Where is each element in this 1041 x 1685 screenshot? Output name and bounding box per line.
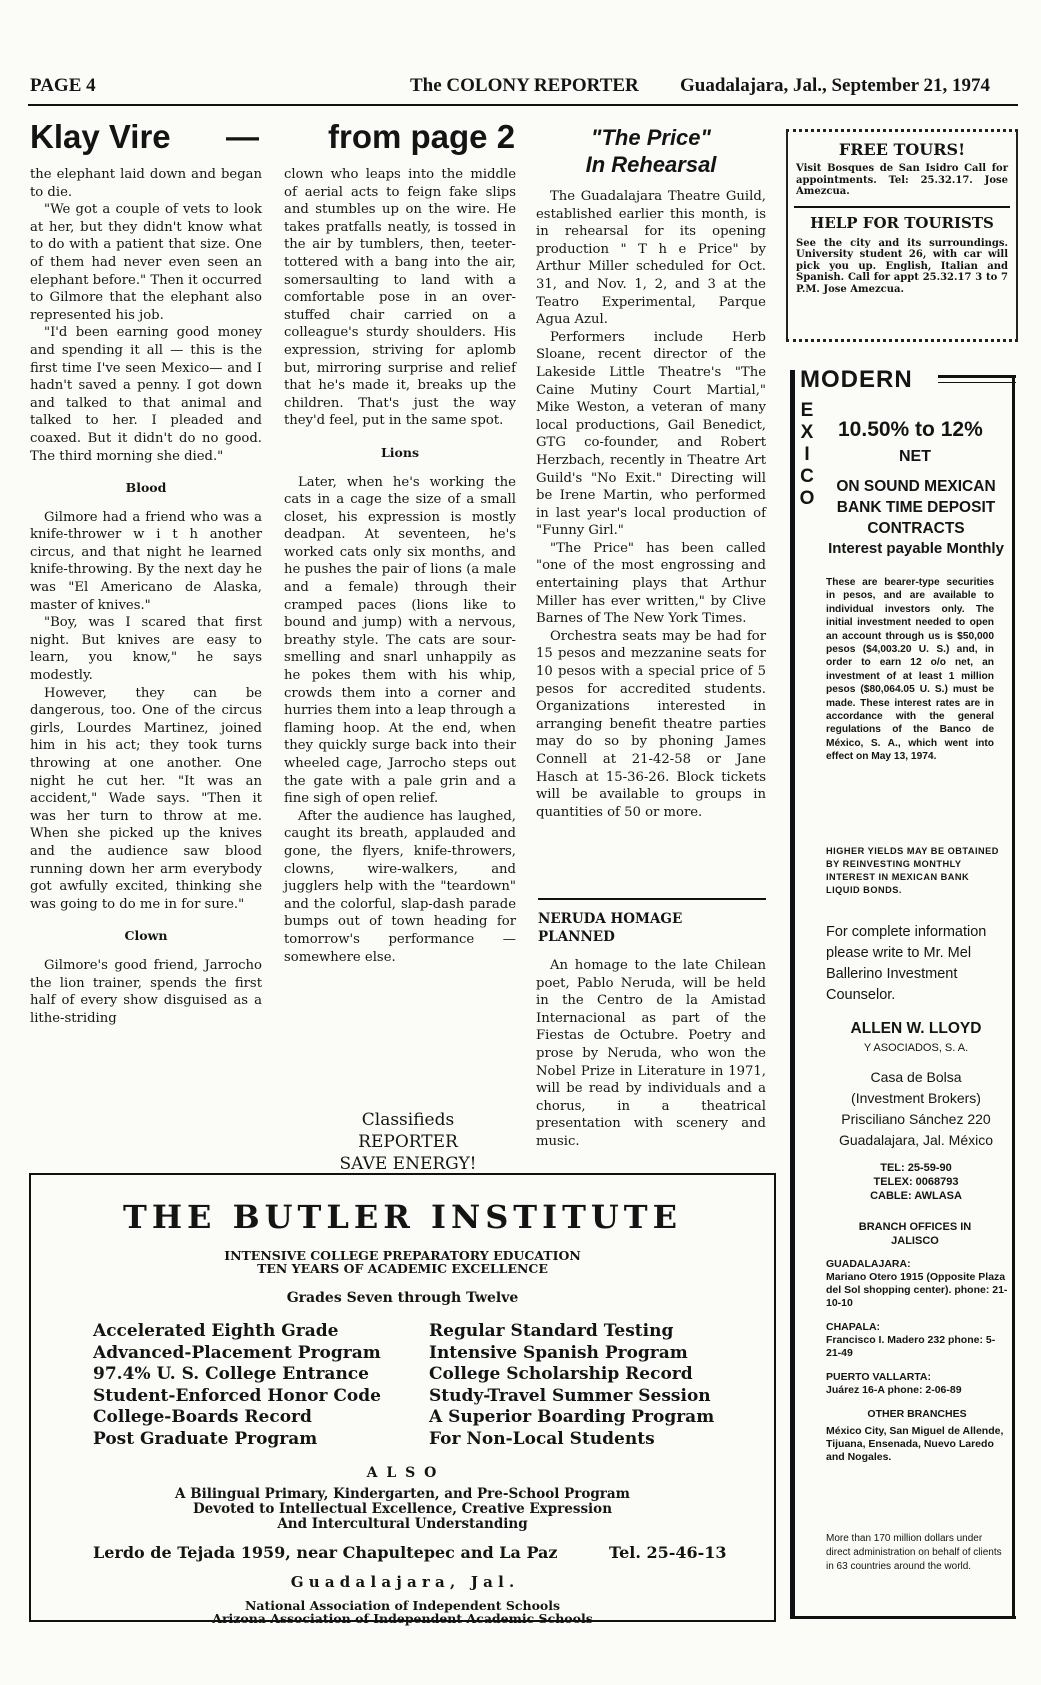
ad-terms: These are bearer-type securities in pesos, and are available to individual investors only. The initial investment needed to open an account through us is $50,000 pesos ($4,003.20 U. S.) and, in order to earn 12 o/o net, an investment of at least 1 million pesos ($80,064.05 U. S.) must be made. These interest rates are in accordance with the general regulations of the Banco de México, S. A., which went into effect on May 13, 1974. xyxy=(826,577,994,763)
paragraph: The Guadalajara Theatre Guild, established earlier this month, is in rehearsal for its opening production " T h e Price" by Arthur Miller scheduled for Oct. 31, and Nov. 1, 2, and 3 at the Teatro Experimental, Parque Agua Azul. xyxy=(536,189,766,328)
butler-item: College Scholarship Record xyxy=(429,1364,693,1384)
subhead-lions: Lions xyxy=(380,444,419,460)
paragraph: "The Price" has been called "one of the most engrossing and entertaining plays that Arthur Miller has ever written," by Clive Barnes of The New York Times. xyxy=(536,540,766,627)
ad-brand-vertical xyxy=(798,400,816,510)
ad-address-block xyxy=(820,1067,1012,1151)
help-tourists-title: HELP FOR TOURISTS xyxy=(810,213,994,232)
ad-brand-rule-thin xyxy=(938,382,1016,383)
butler-item: Post Graduate Program xyxy=(93,1428,318,1449)
free-tours-text: Visit Bosques de San Isidro Call for appointments. Tel: 25.32.17. Jose Amezcua. xyxy=(796,163,1008,197)
butler-left-list xyxy=(93,1321,381,1450)
butler-associations xyxy=(31,1599,774,1625)
ad-contact xyxy=(820,1161,1012,1203)
branch-other-text: México City, San Miguel de Allende, Tijuana, Ensenada, Nuevo Laredo and Nogales. xyxy=(826,1425,1004,1463)
paragraph: "Boy, was I scared that first night. But knives are easy to learn, you know," he says modestly. xyxy=(30,615,262,684)
ad-rate: 10.50% to 12% xyxy=(838,418,983,441)
price-headline xyxy=(536,124,766,178)
butler-grades: Grades Seven through Twelve xyxy=(286,1290,519,1306)
butler-tel: Tel. 25-46-13 xyxy=(609,1543,727,1562)
ad-addr1: Prisciliano Sánchez 220 xyxy=(841,1111,991,1127)
paragraph: Orchestra seats may be had for 15 pesos and mezzanine seats for 10 pesos with a special price of 5 pesos for accredited students. Organizations interested in arranging benefit theatre parties may do so by phoning James Connell at 21-42-58 or Jane Hasch at 15-36-26. Block tickets will be available to groups in quantities of 50 or more. xyxy=(536,628,766,820)
butler-subtitle xyxy=(31,1249,774,1275)
butler-item: Accelerated Eighth Grade xyxy=(93,1321,339,1341)
paper-name: The COLONY REPORTER xyxy=(410,75,639,96)
free-tours-title: FREE TOURS! xyxy=(838,140,966,159)
butler-sub1: INTENSIVE COLLEGE PREPARATORY EDUCATION xyxy=(224,1248,581,1263)
butler-also-1: A Bilingual Primary, Kindergarten, and Pre-School Program xyxy=(175,1486,630,1502)
paragraph: "We got a couple of vets to look at her, but they didn't know what to do with a patient that size. One of them had never even seen an elephant before." Then it occurred to Gilmore that the elephant also represented his job. xyxy=(30,202,262,323)
vertical-letter: C xyxy=(800,466,814,487)
klay-headline-left: Klay Vire xyxy=(30,118,171,155)
ad-higher: HIGHER YIELDS MAY BE OBTAINED BY REINVESTING MONTHLY INTEREST IN MEXICAN BANK LIQUID BONDS. xyxy=(826,846,999,895)
ad-write: For complete information please write to Mr. Mel Ballerino Investment Counselor. xyxy=(826,924,987,1003)
page-number: PAGE 4 xyxy=(30,75,96,96)
subhead-clown: Clown xyxy=(124,928,168,944)
ad-telex: TELEX: 0068793 xyxy=(873,1176,959,1188)
butler-item: Study-Travel Summer Session xyxy=(429,1385,711,1406)
paragraph: "I'd been earning good money and spending it all — this is the first time I've seen Mexico— and I hadn't saved a penny. I got down and talked to that animal and talked to her. I pleaded and coaxed. But it didn't do no good. The third morning she died." xyxy=(30,325,262,464)
branch-gdl-text: Mariano Otero 1915 (Opposite Plaza del Sol shopping center). phone: 21-10-10 xyxy=(826,1271,1008,1309)
butler-item: Regular Standard Testing xyxy=(429,1321,674,1341)
ad-left-bar xyxy=(790,370,795,1618)
paragraph: After the audience has laughed, caught its breath, applauded and gone, the flyers, knife-throwers, clowns, wire-walkers, and jugglers help with the "teardown" and the colorful, slap-dash parade bumps out of town heading for tomorrow's performance — somewhere else. xyxy=(284,808,516,965)
ad-firm2: Y ASOCIADOS, S. A. xyxy=(863,1042,969,1054)
ad-brand: MODERN xyxy=(800,366,913,393)
butler-address: Lerdo de Tejada 1959, near Chapultepec and La Paz xyxy=(93,1543,558,1562)
section-rule xyxy=(538,898,766,900)
help-tourists-text: See the city and its surroundings. University student 26, with car will pick you up. English, Italian and Spanish. Call for appt 25.32.17 3 to 7 P.M. Jose Amezcua. xyxy=(796,237,1008,295)
neruda-column xyxy=(536,957,766,1151)
butler-also: A L S O xyxy=(366,1465,439,1481)
branch-pv-text: Juárez 16-A phone: 2-06-89 xyxy=(826,1384,962,1396)
ad-admin: More than 170 million dollars under direct administration on behalf of clients in 63 countries around the world. xyxy=(826,1533,1002,1572)
paragraph: the elephant laid down and began to die. xyxy=(30,167,262,200)
butler-item: Advanced-Placement Program xyxy=(93,1342,381,1363)
butler-ad-box xyxy=(29,1173,776,1626)
vertical-letter: O xyxy=(799,488,815,509)
vertical-letter: I xyxy=(804,444,810,465)
classifieds-line3: SAVE ENERGY! xyxy=(339,1154,477,1174)
ad-line2: Interest payable Monthly xyxy=(828,540,1004,557)
klay-headline-right: from page 2 xyxy=(328,118,516,155)
ad-line1: ON SOUND MEXICAN BANK TIME DEPOSIT CONTRACTS xyxy=(836,478,996,537)
price-column xyxy=(536,188,766,821)
butler-item: Student-Enforced Honor Code xyxy=(93,1385,381,1406)
price-headline-2: In Rehearsal xyxy=(585,152,717,177)
ad-branch-title: BRANCH OFFICES IN JALISCO xyxy=(858,1221,972,1247)
butler-item: For Non-Local Students xyxy=(429,1428,655,1449)
ad-tel: TEL: 25-59-90 xyxy=(880,1162,952,1174)
butler-title: THE BUTLER INSTITUTE xyxy=(123,1198,682,1236)
branch-chapala-title: CHAPALA: xyxy=(826,1321,881,1333)
price-headline-1: "The Price" xyxy=(591,125,711,150)
klay-column-2 xyxy=(284,166,516,966)
paragraph: An homage to the late Chilean poet, Pablo Neruda, will be held in the Centro de la Amistad Internacional as part of the Fiestas de Octubre. Poetry and prose by Neruda, who won the Nobel Prize in Literature in 1971, will be read by individuals and a chorus, in a theatrical presentation with scenery and music. xyxy=(536,958,766,1149)
butler-also-3: And Intercultural Understanding xyxy=(277,1516,528,1532)
butler-city: G u a d a l a j a r a , J a l . xyxy=(290,1573,515,1591)
paragraph: clown who leaps into the middle of aerial acts to feign fake slips and stumbles up on the wire. He takes pratfalls neatly, is tossed in the air by tumblers, then, teeter-tottered with a bang into the air, somersaulting to land with a comfortable pose in an over-stuffed chair carried on a colleague's sturdy shoulders. His expression, striving for aplomb but, mirroring surprise and relief that he's made it, breaks up the children. That's just the way they'd feel, put in the same spot. xyxy=(284,167,516,429)
ad-branches xyxy=(826,1258,1008,1464)
paragraph: Performers include Herb Sloane, recent director of the Lakeside Little Theatre's "The Caine Mutiny Court Martial," Mike Weston, a veteran of many local productions, Gail Benedict, GTG co-founder, and Robert Herzbach, recently in Theatre Art Guild's "No Exit." Directing will be Irene Martin, who performed in last year's local production of "Funny Girl." xyxy=(536,329,766,539)
paragraph: Later, when he's working the cats in a cage the size of a small closet, his expression is mostly deadpan. At seventeen, he's worked cats only six months, and he pushes the pair of lions (a male and a female) through their cramped paces (lions like to bound and jump) with a nervous, breathy style. The cats are sour-smelling and snarl unhappily as he pokes them with his whip, crowds them into a corner and hurries them into a leap through a flaming hoop. At the end, when they quickly surge back into their wheeled cage, Jarrocho steps out the gate with a pale grin and a fine sigh of open relief. xyxy=(284,474,516,807)
klay-column-1 xyxy=(30,166,262,1027)
classifieds-box xyxy=(318,1109,498,1175)
ad-casa: Casa de Bolsa xyxy=(870,1069,962,1085)
branch-chapala-text: Francisco I. Madero 232 phone: 5-21-49 xyxy=(826,1334,996,1359)
branch-pv-title: PUERTO VALLARTA: xyxy=(826,1371,931,1383)
classifieds-line2: REPORTER xyxy=(358,1132,458,1152)
butler-item: A Superior Boarding Program xyxy=(429,1407,715,1427)
subhead-blood: Blood xyxy=(125,480,167,496)
classifieds-line1: Classifieds xyxy=(361,1110,455,1130)
ad-casa2: (Investment Brokers) xyxy=(851,1090,981,1106)
butler-also-2: Devoted to Intellectual Excellence, Creative Expression xyxy=(192,1501,613,1517)
ad-addr2: Guadalajara, Jal. México xyxy=(838,1132,994,1148)
butler-item: Intensive Spanish Program xyxy=(429,1342,688,1363)
branch-gdl-title: GUADALAJARA: xyxy=(826,1258,911,1270)
branch-other-title: OTHER BRANCHES xyxy=(867,1408,967,1420)
paragraph: Gilmore's good friend, Jarrocho the lion trainer, spends the first half of every show disguised as a lithe-striding xyxy=(30,957,262,1026)
ad-cable: CABLE: AWLASA xyxy=(870,1190,962,1202)
ad-right-bar xyxy=(1012,375,1015,1619)
butler-item: College-Boards Record xyxy=(93,1407,312,1427)
paragraph: However, they can be dangerous, too. One of the circus girls, Lourdes Martinez, joined him in his act; they took turns throwing at one another. One night he cut her. "It was an accident," Wade says. "Then it was her turn to throw at me. When she picked up the knives and the audience saw blood running down her arm everybody got awfully excited, thinking she was going to do me in for sure." xyxy=(30,685,262,912)
free-tours-box xyxy=(786,129,1018,342)
neruda-headline: NERUDA HOMAGE PLANNED xyxy=(538,911,683,945)
header-rule xyxy=(28,104,1018,106)
butler-item: 97.4% U. S. College Entrance xyxy=(93,1364,369,1384)
tours-rule xyxy=(794,206,1010,208)
vertical-letter: E xyxy=(800,400,814,421)
ad-firm: ALLEN W. LLOYD xyxy=(850,1020,982,1037)
butler-also-text xyxy=(31,1487,774,1532)
ad-net: NET xyxy=(899,448,931,465)
ad-bottom-bar xyxy=(790,1616,1016,1619)
butler-sub2: TEN YEARS OF ACADEMIC EXCELLENCE xyxy=(257,1261,548,1276)
klay-headline-dash: — xyxy=(226,118,259,155)
ad-brand-rule xyxy=(938,375,1016,378)
paragraph: Gilmore had a friend who was a knife-thrower w i t h another circus, and that night he learned knife-throwing. By the next day he was "El Americano de Alaska, master of knives." xyxy=(30,509,262,613)
dateline: Guadalajara, Jal., September 21, 1974 xyxy=(680,75,990,96)
butler-assoc-1: National Association of Independent Schools xyxy=(244,1598,561,1613)
butler-assoc-2: Arizona Association of Independent Academic Schools xyxy=(212,1611,593,1626)
vertical-letter: X xyxy=(800,422,814,443)
butler-right-list xyxy=(429,1321,714,1450)
